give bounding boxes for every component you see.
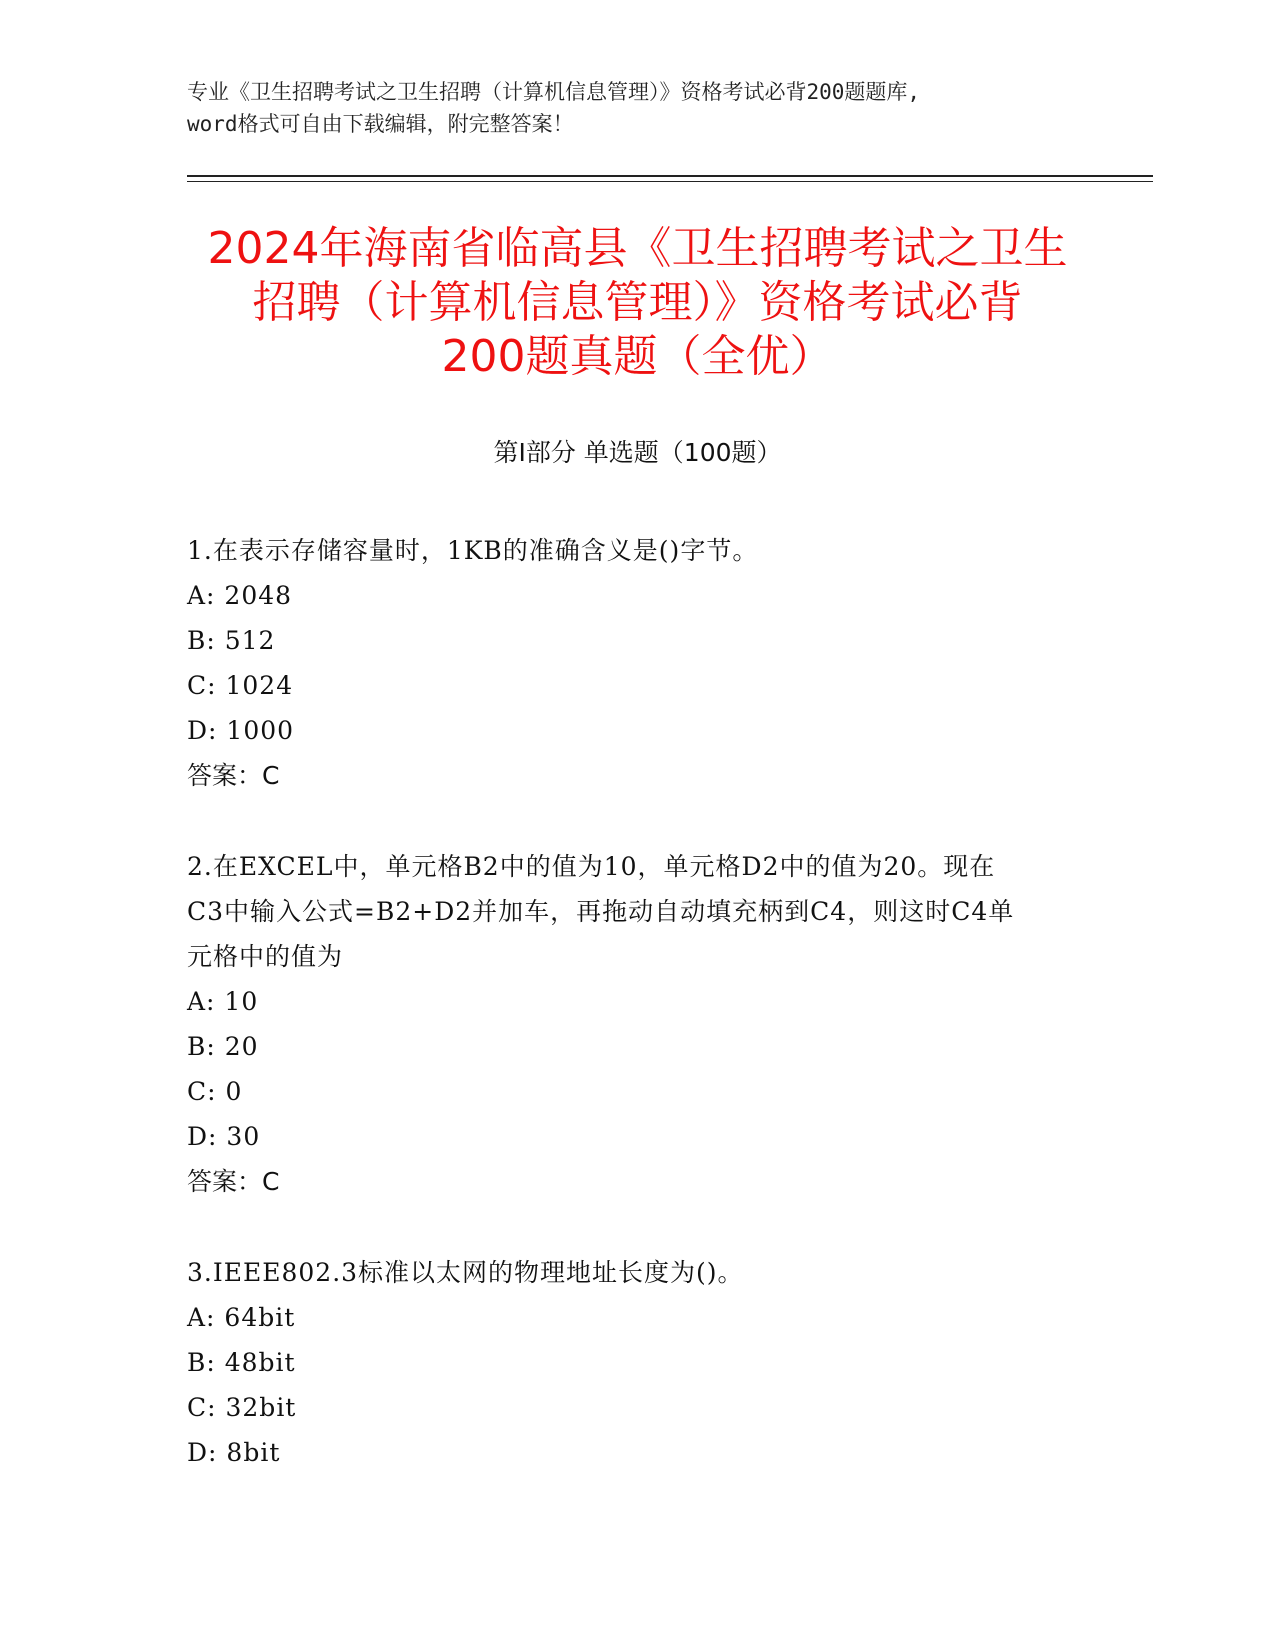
option-c: C: 32bit [187,1393,297,1422]
option-b: B: 48bit [187,1348,296,1377]
question-text-line-1: 2.在EXCEL中，单元格B2中的值为10，单元格D2中的值为20。现在 [187,852,996,881]
question-text: 3.IEEE802.3标准以太网的物理地址长度为()。 [187,1258,744,1287]
option-c: C: 1024 [187,671,294,700]
question-spacer [187,1204,1087,1250]
header-note [187,76,1087,140]
header-divider-thick [187,175,1153,177]
question-list [187,528,1087,1475]
option-d: D: 8bit [187,1438,281,1467]
option-a: A: 64bit [187,1303,296,1332]
question-text: 1.在表示存储容量时，1KB的准确含义是()字节。 [187,536,759,565]
question-text-line-3: 元格中的值为 [187,942,344,971]
question-text-line-2: C3中输入公式=B2+D2并加车，再拖动自动填充柄到C4，则这时C4单 [187,897,1015,926]
option-d: D: 1000 [187,716,295,745]
option-a: A: 10 [187,987,259,1016]
title-line-3: 200题真题（全优） [441,331,834,382]
header-note-line-1: 专业《卫生招聘考试之卫生招聘（计算机信息管理）》资格考试必背200题题库, [187,80,921,104]
title-line-2: 招聘（计算机信息管理）》资格考试必背 [252,277,1023,328]
question-spacer [187,798,1087,844]
header-note-line-2: word格式可自由下载编辑，附完整答案！ [187,112,574,136]
option-c: C: 0 [187,1077,243,1106]
option-d: D: 30 [187,1122,261,1151]
option-b: B: 512 [187,626,276,655]
section-heading: 第Ⅰ部分 单选题（100题） [493,438,782,467]
answer: 答案：C [187,1167,280,1196]
option-a: A: 2048 [187,581,293,610]
header-divider-thin [187,181,1153,182]
answer: 答案：C [187,761,280,790]
title-line-1: 2024年海南省临高县《卫生招聘考试之卫生 [207,223,1068,274]
question-1 [187,528,1087,798]
option-b: B: 20 [187,1032,259,1061]
question-3 [187,1250,1087,1475]
document-title [150,222,1125,384]
question-2 [187,844,1087,1204]
